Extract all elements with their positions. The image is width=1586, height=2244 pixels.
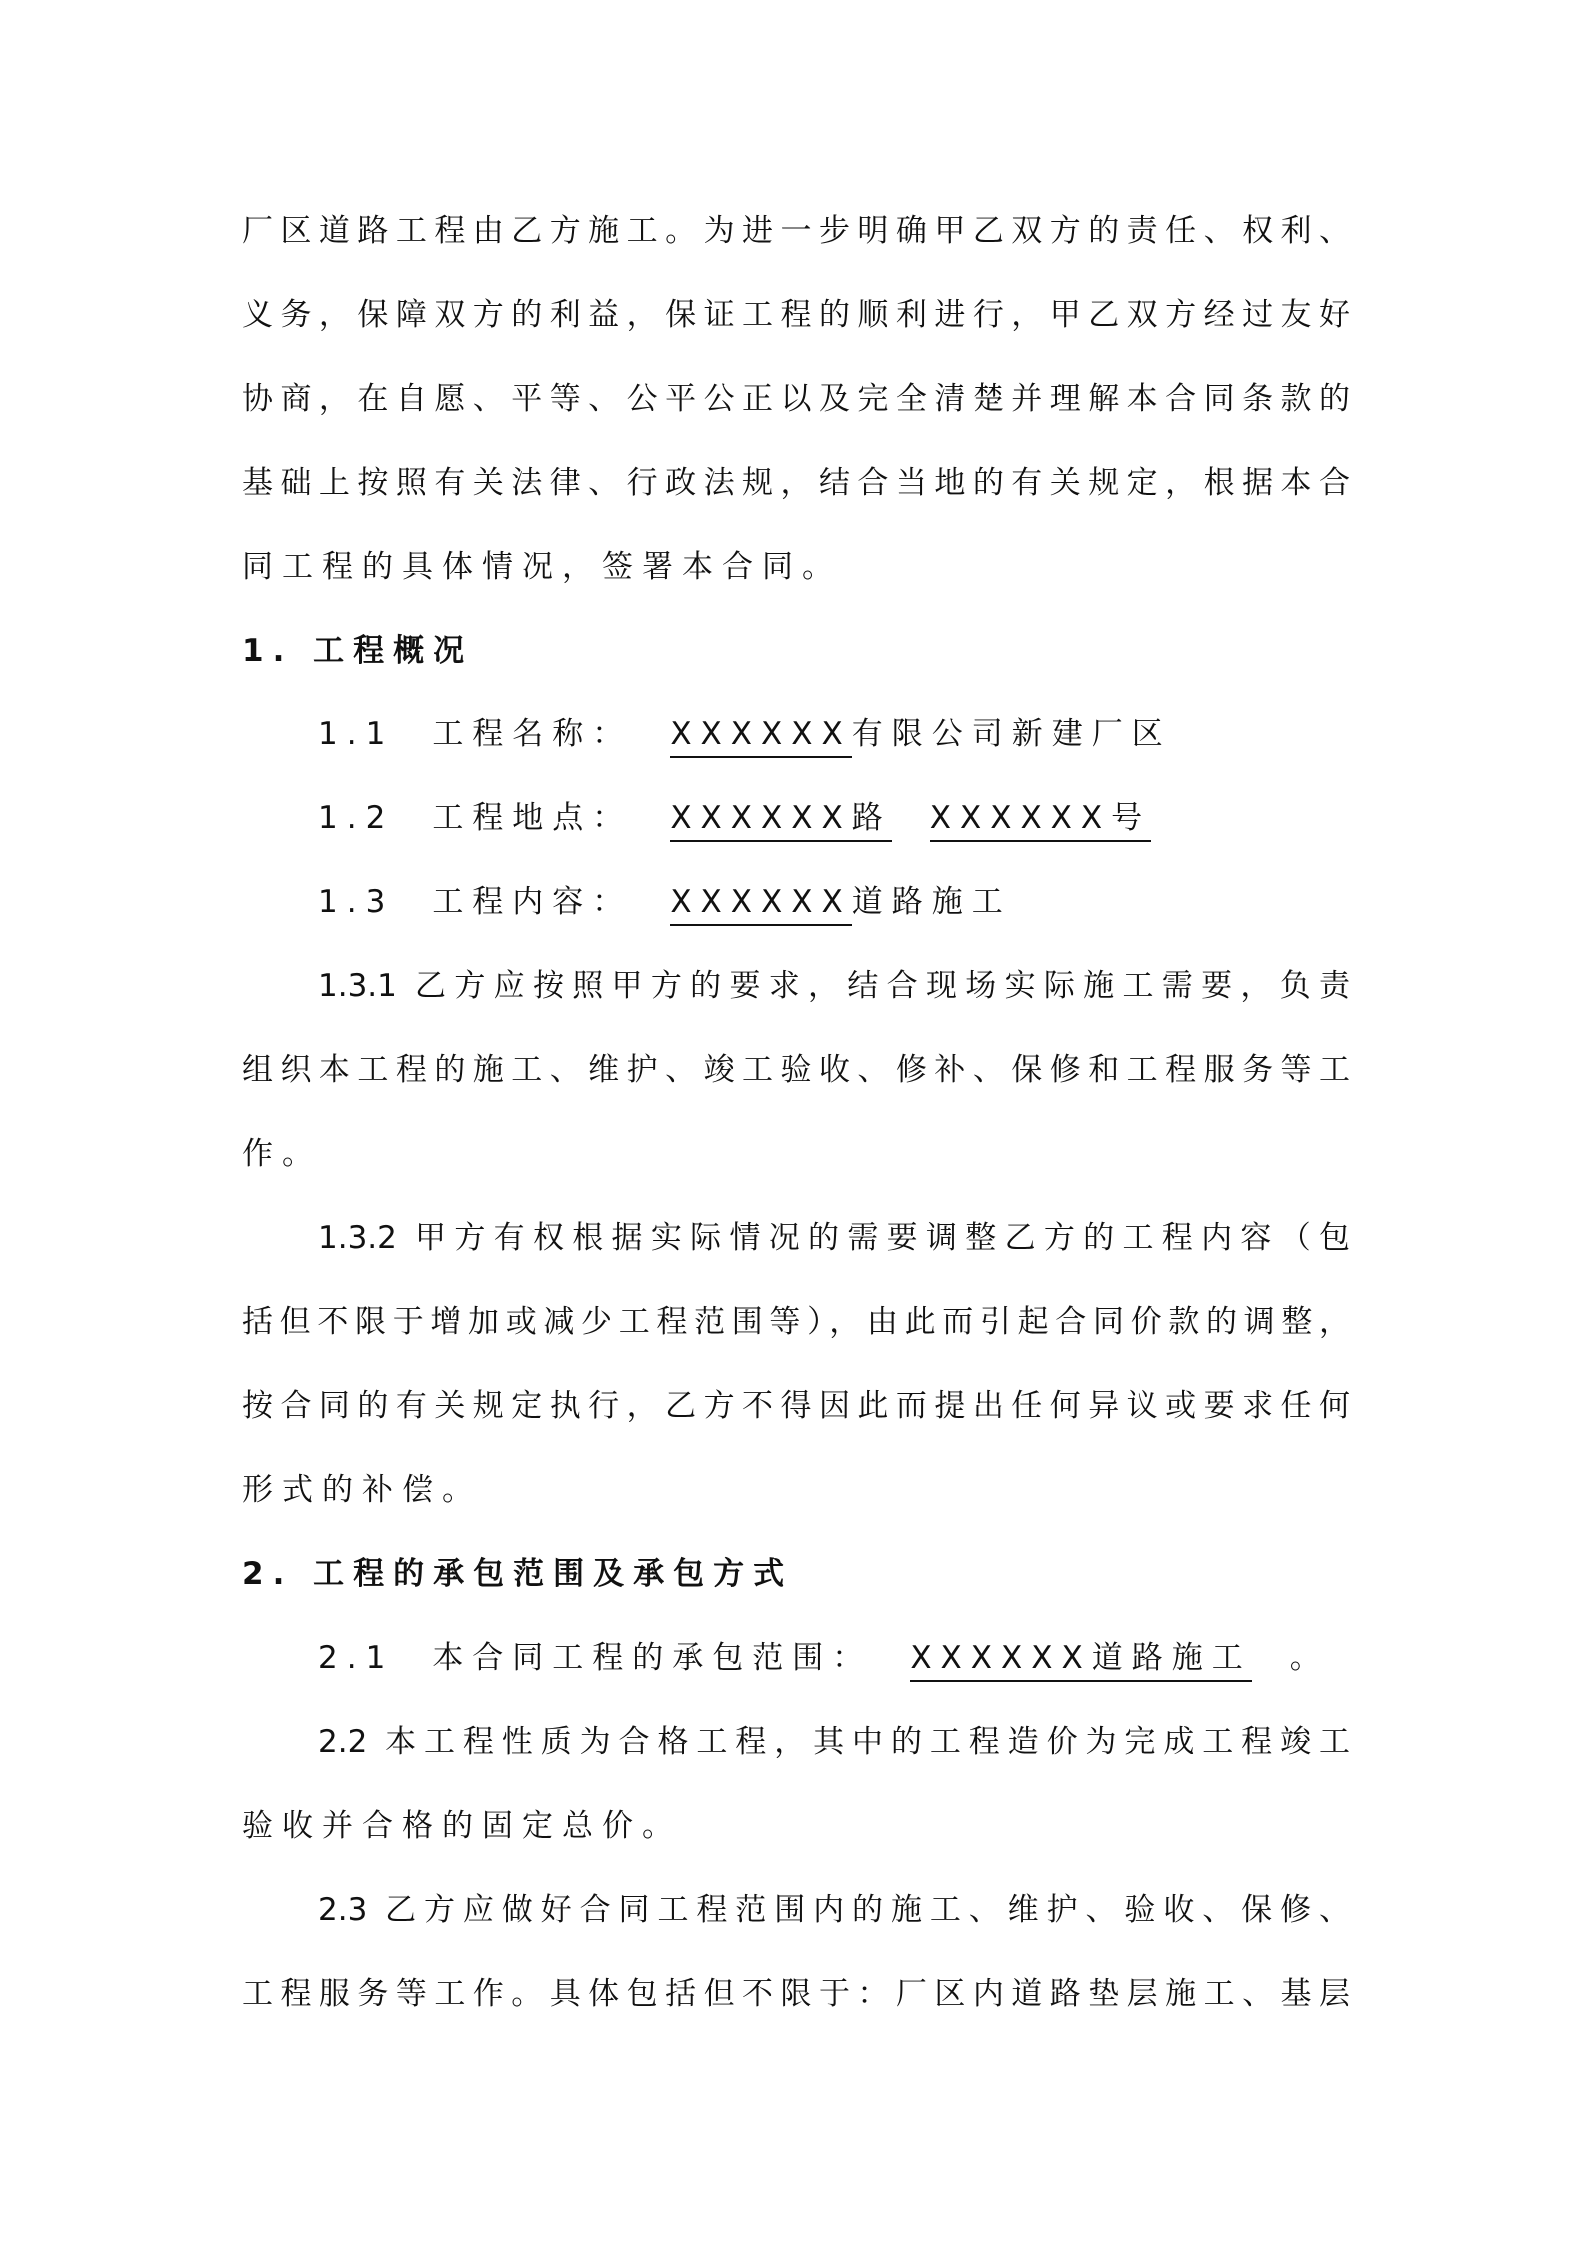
para-2-2-line: 2.2 本工程性质为合格工程，其中的工程造价为完成工程竣工: [318, 1724, 1350, 1760]
intro-line: 协商，在自愿、平等、公平公正以及完全清楚并理解本合同条款的: [242, 381, 1350, 417]
para-2-2-line: 验收并合格的固定总价。: [242, 1808, 682, 1844]
intro-line: 基础上按照有关法律、行政法规，结合当地的有关规定，根据本合: [242, 465, 1350, 501]
item-label: 工程内容：: [432, 884, 633, 920]
para-2-3-line: 工程服务等工作。具体包括但不限于：厂区内道路垫层施工、基层: [242, 1976, 1350, 2012]
intro-line: 义务，保障双方的利益，保证工程的顺利进行，甲乙双方经过友好: [242, 297, 1350, 333]
item-text: 有限公司新建厂区: [851, 716, 1172, 752]
item-number: 1.2: [318, 800, 395, 836]
item-label: 本合同工程的承包范围：: [432, 1640, 873, 1676]
para-1-3-2-line: 1.3.2 甲方有权根据实际情况的需要调整乙方的工程内容（包: [318, 1220, 1350, 1256]
para-1-3-2-line: 按合同的有关规定执行，乙方不得因此而提出任何异议或要求任何: [242, 1388, 1350, 1424]
fill-blank: XXXXXX道路施工: [910, 1638, 1251, 1682]
item-number: 1.3: [318, 884, 395, 920]
item-end: 。: [1289, 1640, 1330, 1676]
para-1-3-2-line: 括但不限于增加或减少工程范围等），由此而引起合同价款的调整，: [242, 1304, 1350, 1340]
para-1-3-1-line: 1.3.1 乙方应按照甲方的要求，结合现场实际施工需要，负责: [318, 968, 1350, 1004]
fill-blank: XXXXXX号: [930, 798, 1151, 842]
para-1-3-1-line: 作。: [242, 1136, 322, 1172]
section-1-heading: 1. 工程概况: [242, 633, 474, 669]
item-1-1: [318, 714, 1172, 758]
section-2-heading: 2. 工程的承包范围及承包方式: [242, 1556, 794, 1592]
para-1-3-1-line: 组织本工程的施工、维护、竣工验收、修补、保修和工程服务等工: [242, 1052, 1350, 1088]
item-label: 工程名称：: [432, 716, 633, 752]
fill-blank: XXXXXX: [670, 882, 851, 926]
item-text: 道路施工: [851, 884, 1012, 920]
item-2-1: [318, 1638, 1330, 1682]
item-label: 工程地点：: [432, 800, 633, 836]
fill-blank: XXXXXX路: [670, 798, 891, 842]
item-1-3: [318, 882, 1012, 926]
fill-blank: XXXXXX: [670, 714, 851, 758]
intro-line: 厂区道路工程由乙方施工。为进一步明确甲乙双方的责任、权利、: [242, 213, 1350, 249]
intro-line: 同工程的具体情况，签署本合同。: [242, 549, 842, 585]
item-number: 1.1: [318, 716, 395, 752]
item-number: 2.1: [318, 1640, 395, 1676]
para-1-3-2-line: 形式的补偿。: [242, 1472, 482, 1508]
item-1-2: [318, 798, 1151, 842]
para-2-3-line: 2.3 乙方应做好合同工程范围内的施工、维护、验收、保修、: [318, 1892, 1350, 1928]
